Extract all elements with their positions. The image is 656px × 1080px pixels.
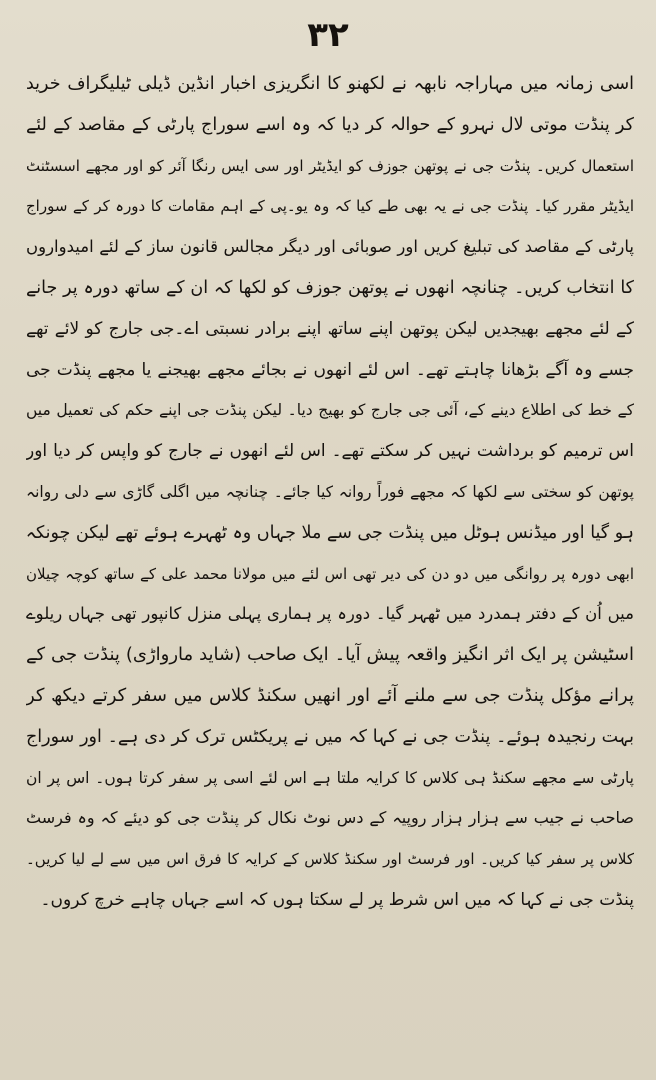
text-line: کے خط کی اطلاع دینے کے، آئی جی جارج کو بھیج دیا۔ لیکن پنڈت جی اپنے حکم کی تعمیل میں — [26, 401, 634, 420]
text-line: کا انتخاب کریں۔ چنانچہ انھوں نے پوتھن جوزف کو لکھا کہ ان کے ساتھ دورہ پر جانے — [26, 277, 634, 298]
text-line: پرانے مؤکل پنڈت جی سے ملنے آئے اور انھیں سکنڈ کلاس میں سفر کرتے دیکھ کر — [26, 684, 634, 706]
text-line: صاحب نے جیب سے ہزار ہزار روپیہ کے دس نوٹ نکال کر پنڈت جی کو دیئے کہ وہ فرسٹ — [26, 808, 634, 828]
text-line: کر پنڈت موتی لال نہرو کے حوالہ کر دیا کہ وہ اسے سوراج پارٹی کے مقاصد کے لئے — [26, 114, 634, 135]
text-line: ایڈیٹر مقرر کیا۔ پنڈت جی نے یہ بھی طے کیا کہ وہ یو۔پی کے اہم مقامات کا دورہ کر کے سوراج — [26, 197, 634, 216]
text-line: جسے وہ آگے بڑھانا چاہتے تھے۔ اس لئے انھوں نے بجائے مجھے بھیجنے یا مجھے پنڈت جی — [26, 359, 634, 380]
text-line: ہو گیا اور میڈنس ہوٹل میں پنڈت جی سے ملا جہاں وہ ٹھہرے ہوئے تھے لیکن چونکہ — [26, 522, 634, 543]
text-line: میں اُن کے دفتر ہمدرد میں ٹھہر گیا۔ دورہ پر ہماری پہلی منزل کانپور تھی جہاں ریلوے — [26, 604, 634, 624]
text-line: ابھی دورہ پر روانگی میں دو دن کی دیر تھی اس لئے میں مولانا محمد علی کے ساتھ کوچہ چیلان — [26, 564, 634, 583]
text-line: اس ترمیم کو برداشت نہیں کر سکتے تھے۔ اس لئے انھوں نے جارج کو واپس کر دیا اور — [26, 441, 634, 462]
text-line: پوتھن کو سختی سے لکھا کہ مجھے فوراً روانہ کیا جائے۔ چنانچہ میں اگلی گاڑی سے دلی روانہ — [26, 482, 634, 501]
text-line: اسی زمانہ میں مہاراجہ نابھہ نے لکھنو کا انگریزی اخبار انڈین ڈیلی ٹیلیگراف خرید — [26, 74, 634, 94]
text-line: پارٹی سے مجھے سکنڈ ہی کلاس کا کرایہ ملتا ہے اس لئے اسی پر سفر کرتا ہوں۔ اس پر ان — [26, 768, 634, 787]
page-number: ٣٢ — [307, 15, 349, 55]
text-line: استعمال کریں۔ پنڈت جی نے پوتھن جوزف کو ایڈیٹر اور سی ایس رنگا آئر کو اور مجھے اسسٹنٹ — [26, 156, 634, 175]
text-line: بہت رنجیدہ ہوئے۔ پنڈت جی نے کہا کہ میں نے پریکٹس ترک کر دی ہے۔ اور سوراج — [26, 726, 634, 747]
text-line: کے لئے مجھے بھیجدیں لیکن پوتھن اپنے ساتھ اپنے برادر نسبتی اے۔جی جارج کو لائے تھے — [26, 318, 634, 339]
body-text — [26, 64, 634, 1064]
text-line: پنڈت جی نے کہا کہ میں اس شرط پر لے سکتا ہوں کہ اسے جہاں چاہے خرچ کروں۔ — [40, 889, 634, 910]
text-line: اسٹیشن پر ایک اثر انگیز واقعہ پیش آیا۔ ایک صاحب (شاید مارواڑی) پنڈت جی کے — [26, 644, 634, 666]
text-line: پارٹی کے مقاصد کی تبلیغ کریں اور صوبائی اور دیگر مجالس قانون ساز کے لئے امیدواروں — [26, 237, 634, 257]
text-line: کلاس پر سفر کیا کریں۔ اور فرسٹ اور سکنڈ کلاس کے کرایہ کا فرق اس میں سے لے لیا کریں۔ — [26, 850, 634, 869]
